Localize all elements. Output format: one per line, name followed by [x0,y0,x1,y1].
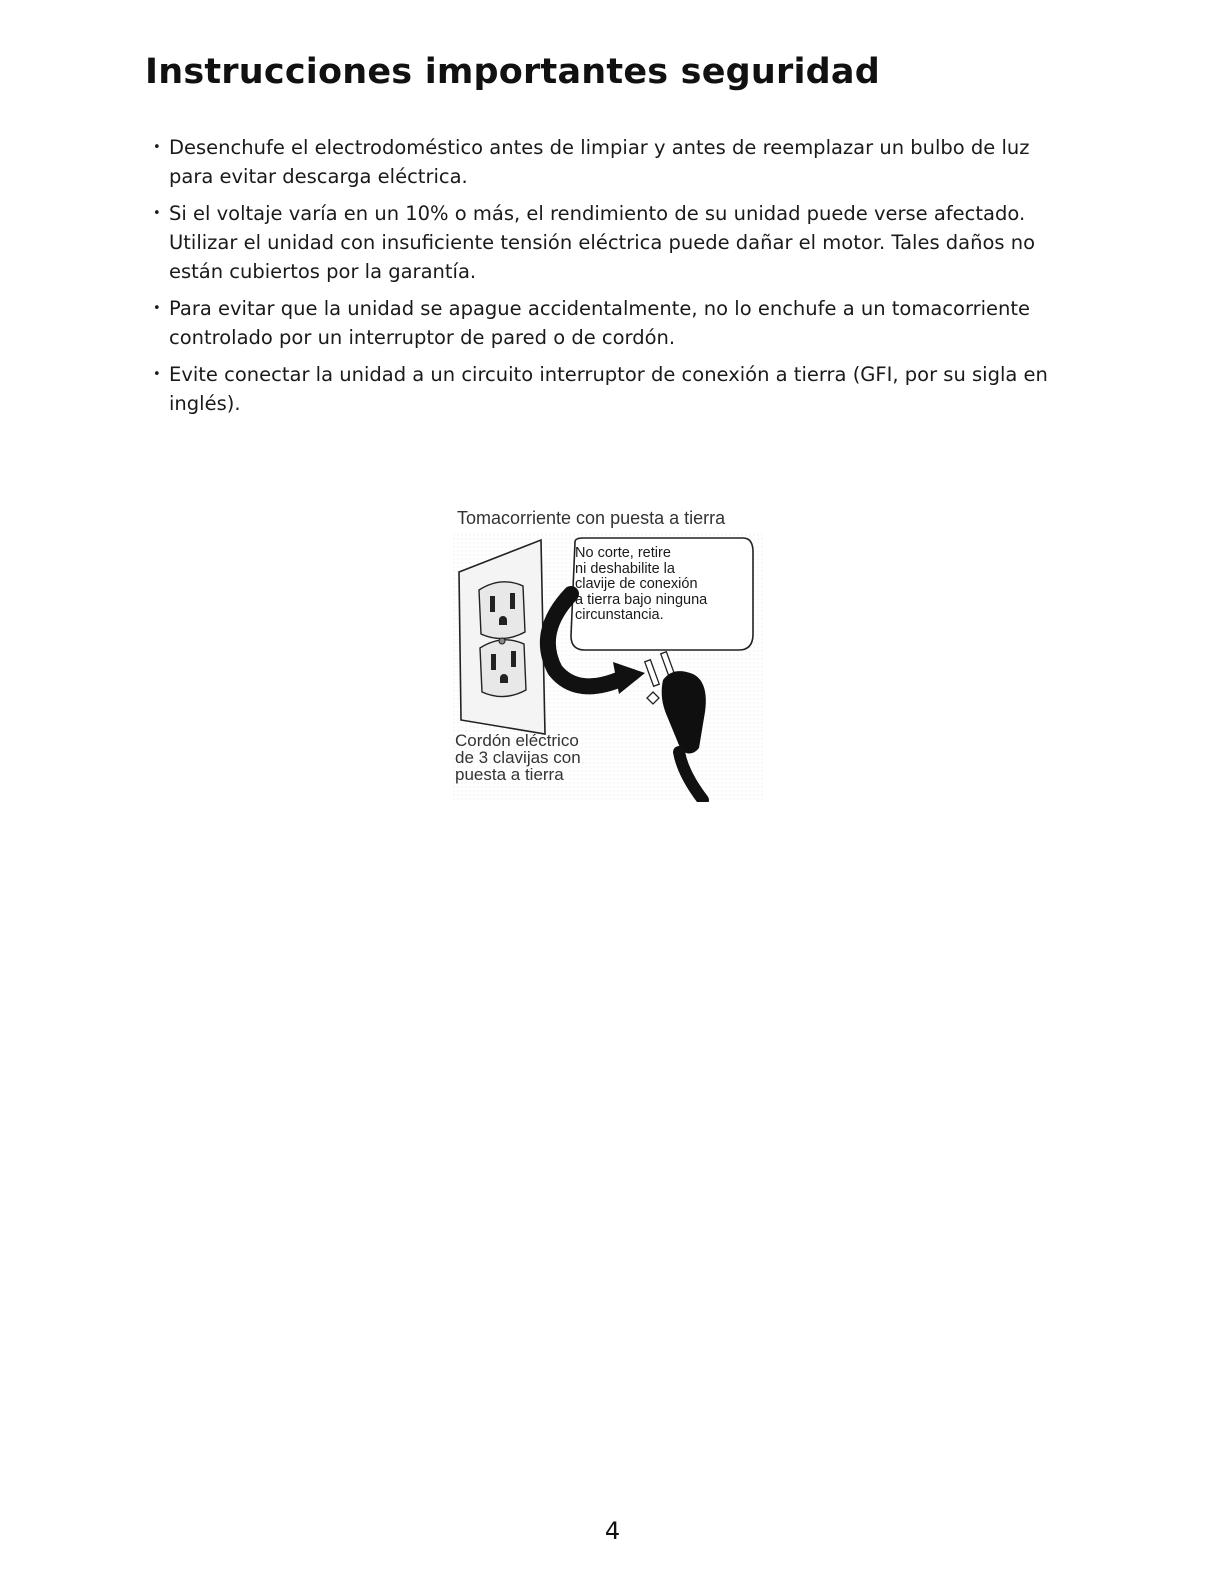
list-item-text: Desenchufe el electrodoméstico antes de limpiar y antes de reemplazar un bulbo de luz para evitar descarga eléctrica. [169,136,1030,188]
list-item [150,133,1070,191]
cord-label: Cordón eléctrico de 3 clavijas con puesta a tierra [455,731,581,784]
list-item [150,360,1070,418]
list-item [150,294,1070,352]
warning-text: No corte, retire ni deshabilite la clavije de conexión a tierra bajo ninguna circunstancia. [575,545,708,623]
list-item-text: Para evitar que la unidad se apague accidentalmente, no lo enchufe a un tomacorriente controlado por un interruptor de pared o de cordón. [169,297,1031,349]
page-number: 4 [604,1517,621,1545]
bullet-icon: • [153,140,161,155]
grounded-outlet-icon [459,540,545,734]
safety-instructions-list [150,133,1070,426]
list-item-text: Si el voltaje varía en un 10% o más, el rendimiento de su unidad puede verse afectado. Utilizar el unidad con insuficiente tensión eléctrica puede dañar el motor. Tales daños no están cubiertos por la garantía. [169,202,1036,283]
bullet-icon: • [153,367,161,382]
bullet-icon: • [153,206,161,221]
page-title: Instrucciones importantes seguridad [145,52,880,92]
bullet-icon: • [153,301,161,316]
list-item-text: Evite conectar la unidad a un circuito interruptor de conexión a tierra (GFI, por su sigla en inglés). [169,363,1048,415]
figure-title: Tomacorriente con puesta a tierra [457,508,726,528]
grounding-illustration [453,502,763,802]
list-item [150,199,1070,286]
